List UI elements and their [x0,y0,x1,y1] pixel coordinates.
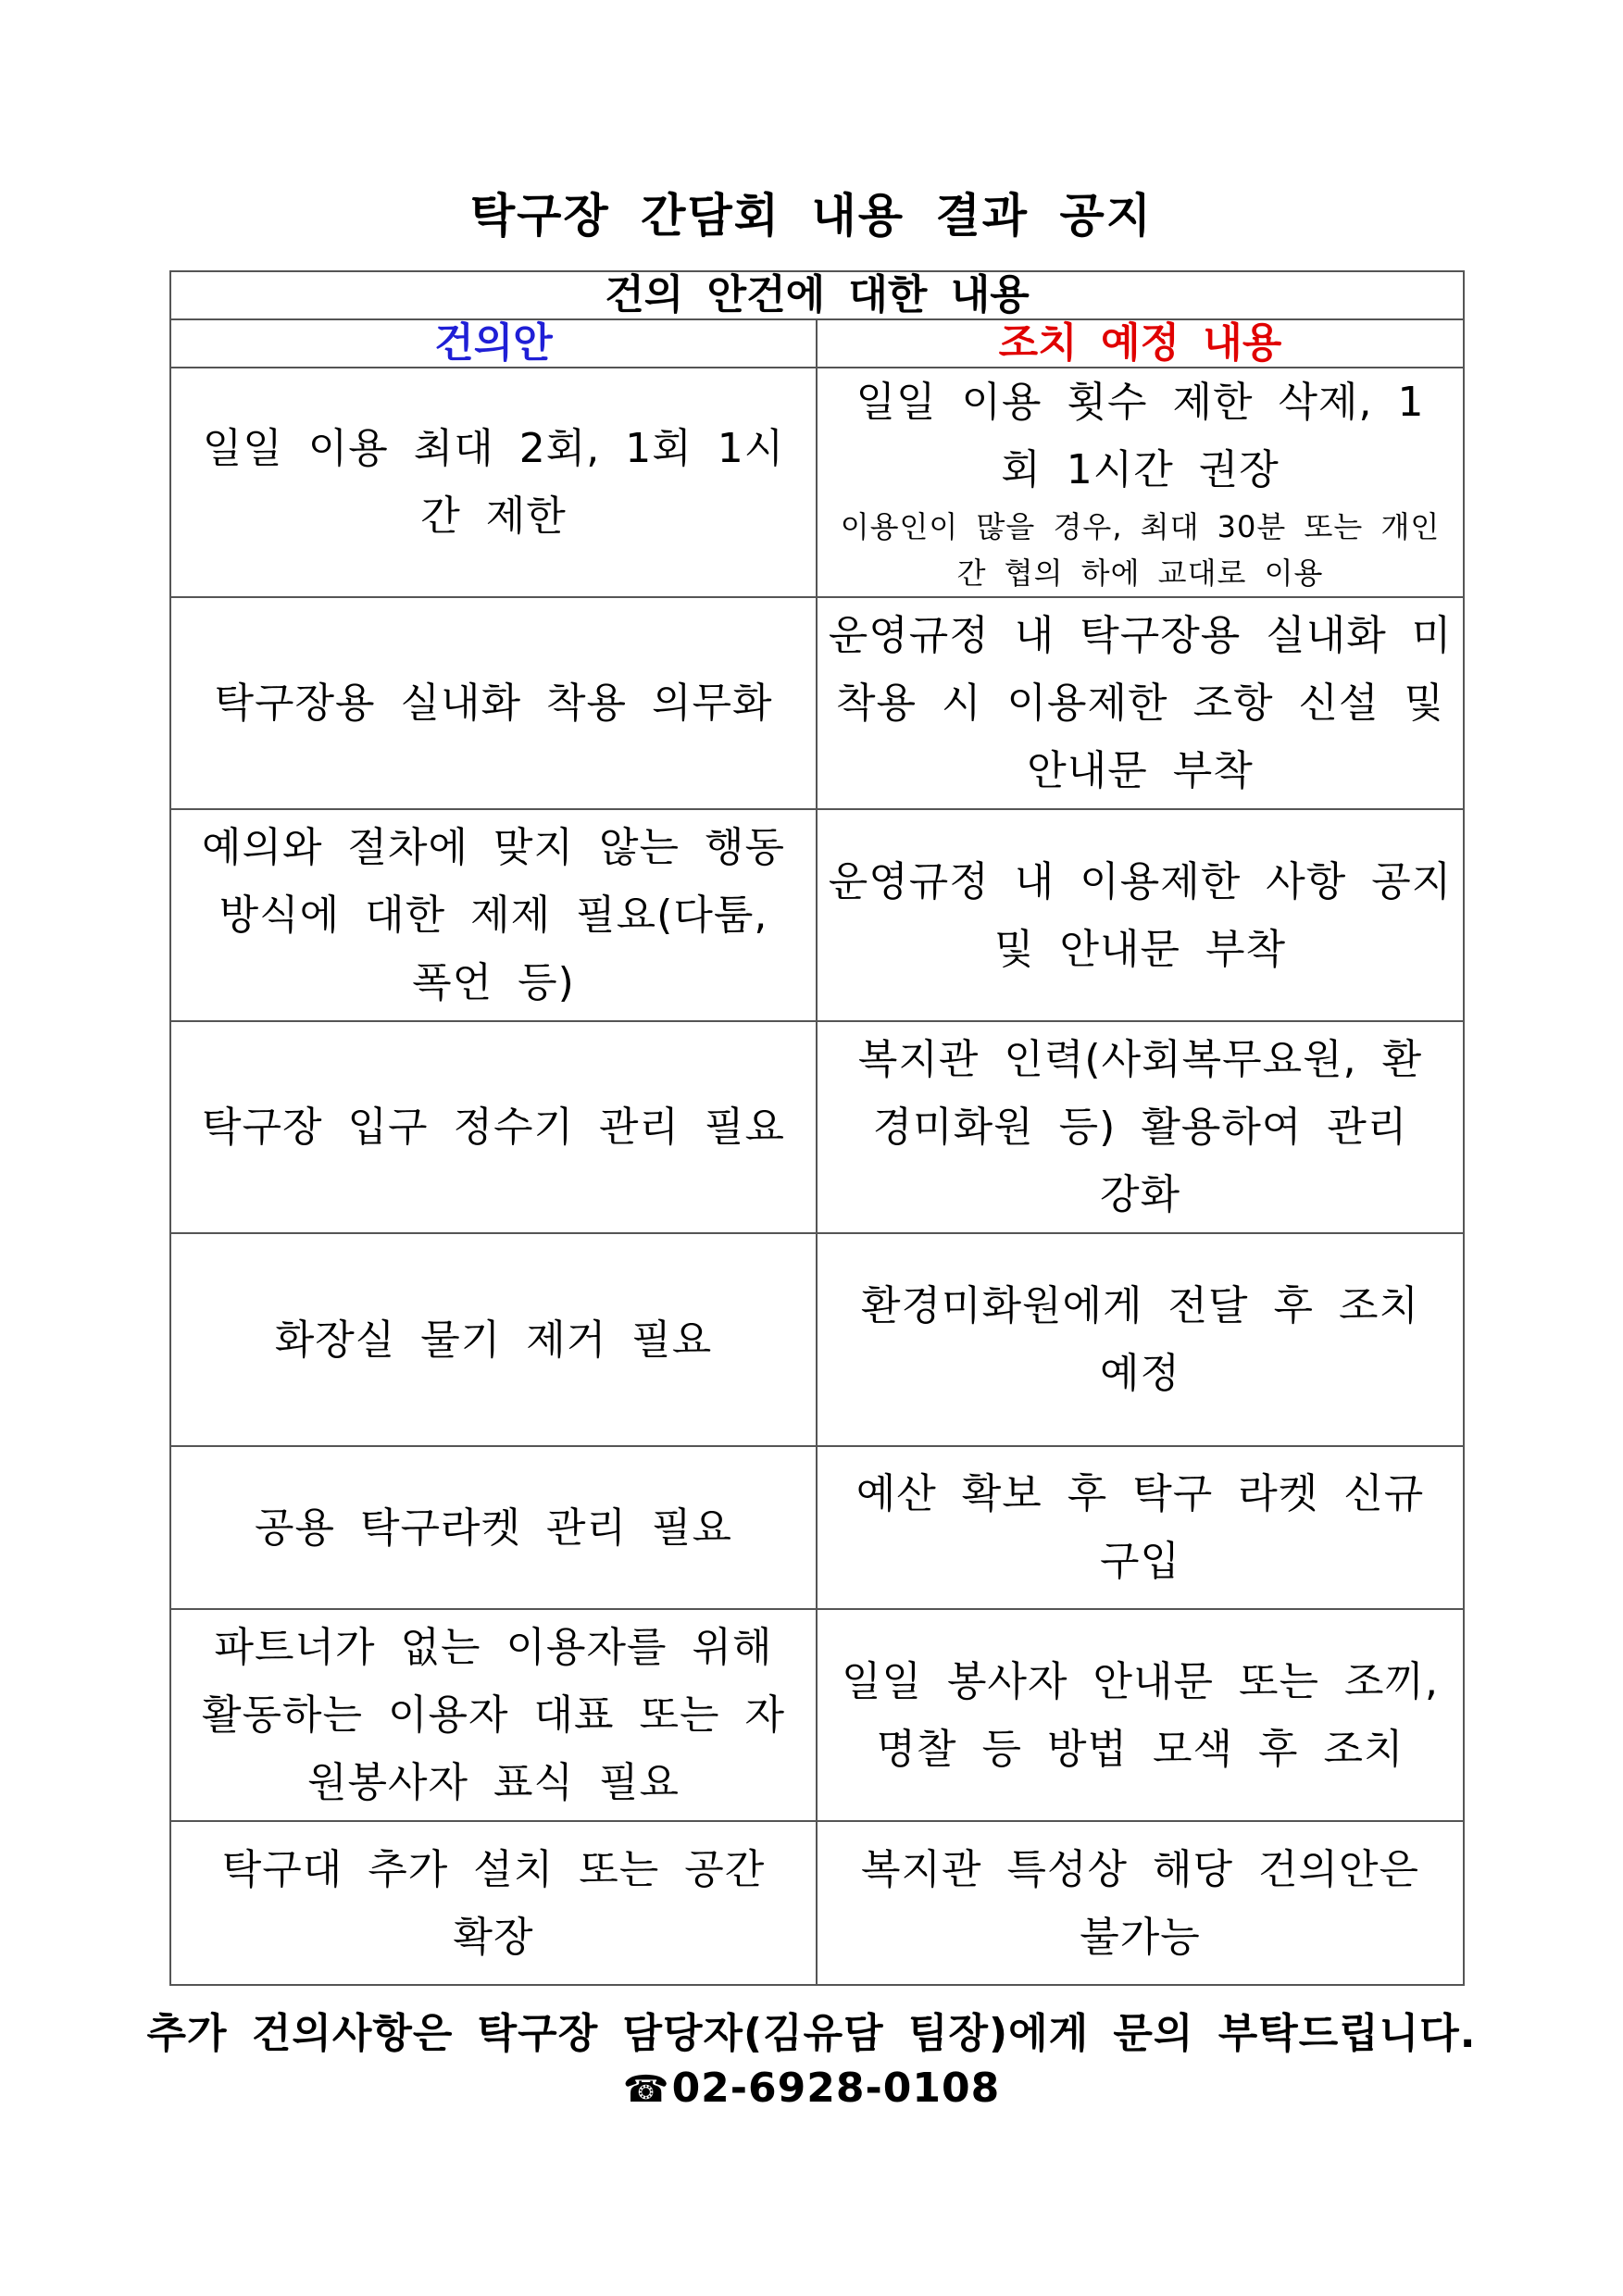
proposal-cell [170,1446,817,1609]
action-cell [817,1609,1464,1821]
action-cell [817,597,1464,809]
proposal-text: 파트너가 없는 이용자를 위해 활동하는 이용자 대표 또는 자원봉사자 표식 필요 [202,1624,785,1806]
proposal-text: 공용 탁구라켓 관리 필요 [255,1504,732,1552]
action-text: 복지관 인력(사회복무요원, 환경미화원 등) 활용하여 관리 강화 [857,1036,1423,1218]
notice-table [169,270,1465,1986]
table-row [170,1021,1464,1233]
proposal-text: 탁구대 추가 설치 또는 공간 확장 [221,1845,766,1961]
action-cell [817,1021,1464,1233]
action-text: 예산 확보 후 탁구 라켓 신규 구입 [855,1470,1425,1585]
action-cell [817,1446,1464,1609]
table-row [170,1233,1464,1446]
table-row [170,1821,1464,1985]
proposal-cell [170,368,817,597]
proposal-text: 탁구장 입구 정수기 관리 필요 [202,1104,785,1151]
action-text: 운영규정 내 이용제한 사항 공지 및 안내문 부착 [828,857,1453,973]
proposal-text: 일일 이용 최대 2회, 1회 1시간 제한 [202,425,785,540]
proposal-cell [170,1821,817,1985]
proposal-text: 화장실 물기 제거 필요 [274,1316,713,1364]
table-row [170,368,1464,597]
action-cell [817,368,1464,597]
action-text: 일일 봉사자 안내문 또는 조끼, 명찰 등 방법 모색 후 조치 [842,1657,1439,1773]
table-row [170,1609,1464,1821]
proposal-cell [170,1233,817,1446]
table-row [170,597,1464,809]
telephone-icon: ☎ [622,2068,670,2111]
table-column-header-row [170,319,1464,368]
footer-phone [0,2065,1623,2112]
phone-number: 02-6928-0108 [671,2065,1001,2112]
proposal-text: 예의와 절차에 맞지 않는 행동 방식에 대한 제제 필요(다툼, 폭언 등) [202,824,785,1006]
proposal-cell [170,809,817,1021]
proposal-text: 탁구장용 실내화 착용 의무화 [214,680,773,727]
table-header: 건의 안건에 대한 내용 [170,271,1464,319]
action-text: 복지관 특성상 해당 건의안은 불가능 [860,1845,1419,1961]
action-text: 일일 이용 횟수 제한 삭제, 1회 1시간 권장 [855,379,1425,493]
action-cell [817,1233,1464,1446]
page-title: 탁구장 간담회 내용 결과 공지 [469,189,1154,243]
action-note: 이용인이 많을 경우, 최대 30분 또는 개인 간 협의 하에 교대로 이용 [840,509,1441,591]
action-text: 환경미화원에게 전달 후 조치 예정 [860,1282,1419,1397]
footer-contact: 추가 건의사항은 탁구장 담당자(김유담 팀장)에게 문의 부탁드립니다. [146,2010,1477,2057]
table-row [170,1446,1464,1609]
table-header-row [170,271,1464,319]
table-row [170,809,1464,1021]
column-header-proposal: 건의안 [170,319,817,368]
column-header-action: 조치 예정 내용 [817,319,1464,368]
action-cell [817,809,1464,1021]
proposal-cell [170,597,817,809]
proposal-cell [170,1021,817,1233]
proposal-cell [170,1609,817,1821]
action-text: 운영규정 내 탁구장용 실내화 미착용 시 이용제한 조항 신설 및 안내문 부착 [828,612,1453,794]
action-cell [817,1821,1464,1985]
